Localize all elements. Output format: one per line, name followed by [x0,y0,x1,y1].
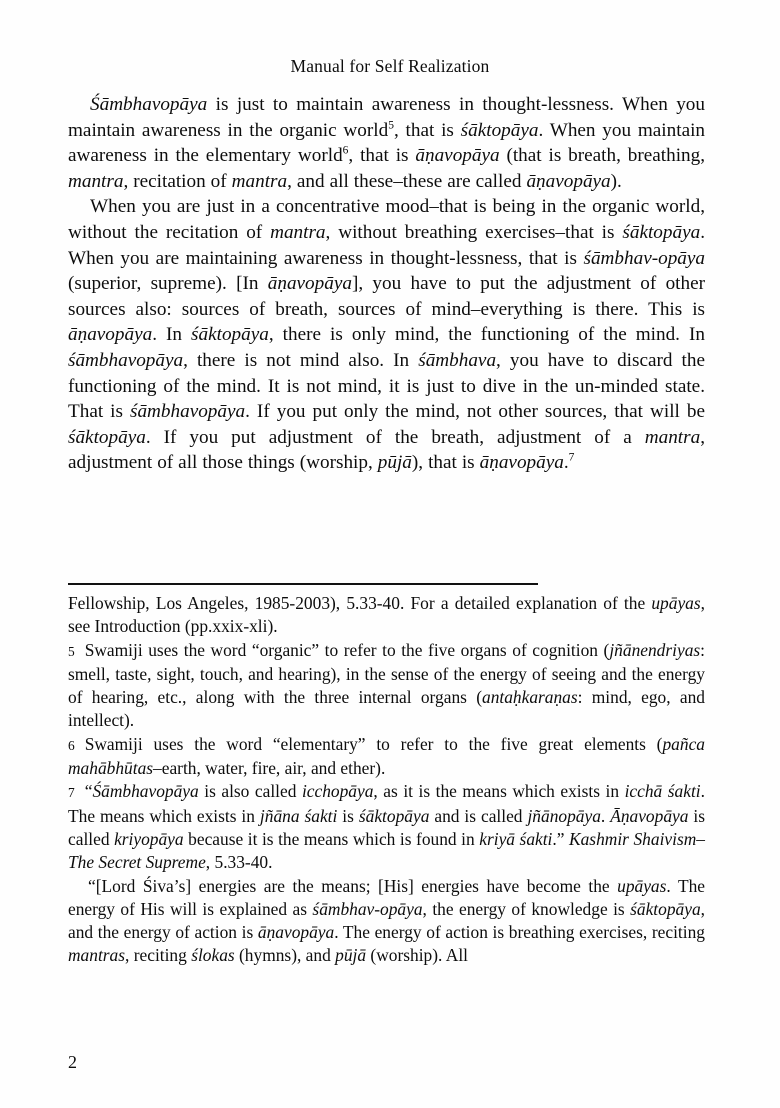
footnote-7 [68,780,705,874]
footnote-ref-5: 5 [388,119,394,132]
page-number: 2 [68,1052,77,1072]
footnote-ref-6: 6 [342,144,349,157]
footnote-6 [68,733,705,781]
footnote-6-text: Swamiji uses the word “elementary” to refer to the five great elements (pañca mahābhūtas–earth, water, fire, air, and ether). [68,733,705,779]
footnote-separator-rule [68,583,538,585]
body-paragraph-2: When you are just in a concentrative mood–that is being in the organic world, without the recitation of mantra, without breathing exercises–that is śāktopāya. When you are maintaining awareness in thought-lessness, that is śāmbhav-opāya (superior, supreme). [In āṇavopāya], you have to put the adjustment of other sources also: sources of breath, sources of mind–everything is there. This is āṇavopāya. In śāktopāya, there is only mind, the functioning of the mind. In śāmbhavopāya, there is not mind also. In śāmbhava, you have to discard the functioning of the mind. It is not mind, it is just to dive in the un-minded state. That is śāmbhavopāya. If you put only the mind, not other sources, that will be śāktopāya. If you put adjustment of the breath, adjustment of a mantra, adjustment of all those things (worship, pūjā), that is āṇavopāya.$^7$ [68,196,705,474]
body-text-column [68,92,705,476]
footnote-5 [68,639,705,733]
footnote-5-text: Swamiji uses the word “organic” to refer to the five organs of cognition (jñānendriyas: smell, taste, sight, touch, and hearing), in the sense of the energy of seeing and the energy of hearing, etc., along with the three internal organs (antaḥkaraṇas: mind, ego, and intellect). [68,639,705,731]
footnote-ref-7: 7 [568,451,575,464]
running-head: Manual for Self Realization [290,56,490,76]
footnote-continuation: Fellowship, Los Angeles, 1985-2003), 5.33-40. For a detailed explanation of the upāyas, see Introduction (pp.xxix-xli). [68,593,705,637]
footnote-5-number: 5 [68,643,75,659]
footnote-7-number: 7 [68,785,75,801]
body-paragraph-1: Śāmbhavopāya is just to maintain awareness in thought-lessness. When you maintain awareness in the organic world$^5$, that is śāktopāya. When you maintain awareness in the elementary world$^6$, that is āṇavopāya (that is breath, breathing, mantra, recitation of mantra, and all these–these are called āṇavopāya). [68,94,706,192]
footnotes-column [68,592,705,968]
footnote-closing-paragraph: “[Lord Śiva’s] energies are the means; [His] energies have become the upāyas. The energy of His will is explained as śāmbhav-opāya, the energy of knowledge is śāktopāya, and the energy of action is āṇavopāya. The energy of action is breathing exercises, reciting mantras, reciting ślokas (hymns), and pūjā (worship). All [68,875,705,966]
footnote-7-text: “Śāmbhavopāya is also called icchopāya, as it is the means which exists in icchā śakti. The means which exists in jñāna śakti is śāktopāya and is called jñānopāya. Āṇavopāya is called kriyopāya because it is the means which is found in kriyā śakti.” Kashmir Shaivism–The Secret Supreme, 5.33-40. [68,781,705,873]
footnote-6-number: 6 [68,737,75,753]
